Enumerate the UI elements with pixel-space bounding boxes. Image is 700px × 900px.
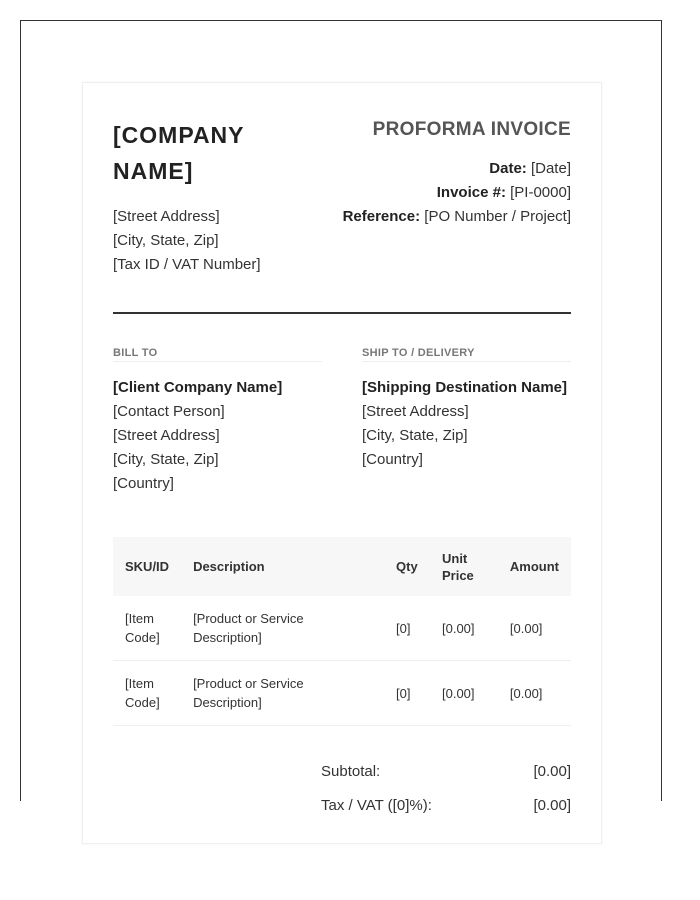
ship-to-street: [Street Address] bbox=[362, 403, 469, 420]
date-value: [Date] bbox=[530, 160, 571, 177]
cell-unit-price: [0.00] bbox=[430, 661, 498, 726]
document-viewport bbox=[20, 20, 662, 814]
invoice-header bbox=[113, 117, 571, 277]
table-row bbox=[113, 661, 571, 726]
subtotal-row bbox=[321, 762, 571, 782]
bill-to-block bbox=[113, 347, 322, 496]
date-label: Date: bbox=[489, 160, 527, 177]
tax-value: [0.00] bbox=[533, 797, 571, 814]
company-city: [City, State, Zip] bbox=[113, 232, 219, 249]
reference-row bbox=[341, 205, 571, 229]
header-sku: SKU/ID bbox=[113, 537, 181, 596]
header-unit-price: Unit Price bbox=[430, 537, 498, 596]
totals-block bbox=[321, 762, 571, 816]
table-header-row bbox=[113, 537, 571, 596]
company-name: [COMPANY NAME] bbox=[113, 122, 245, 184]
cell-amount: [0.00] bbox=[498, 661, 571, 726]
bill-to-company: [Client Company Name] bbox=[113, 379, 283, 396]
bill-to-label: BILL TO bbox=[113, 347, 322, 362]
parties-section bbox=[113, 347, 571, 496]
company-tax-id: [Tax ID / VAT Number] bbox=[113, 256, 261, 273]
bill-to-contact: [Contact Person] bbox=[113, 403, 225, 420]
company-street: [Street Address] bbox=[113, 208, 220, 225]
cell-description: [Product or Service Description] bbox=[181, 661, 384, 726]
header-description: Description bbox=[181, 537, 384, 596]
cell-sku: [Item Code] bbox=[113, 661, 181, 726]
tax-row bbox=[321, 796, 571, 816]
ship-to-details bbox=[362, 376, 571, 472]
ship-to-name: [Shipping Destination Name] bbox=[362, 379, 568, 396]
ship-to-label: SHIP TO / DELIVERY bbox=[362, 347, 571, 362]
header-divider bbox=[113, 312, 571, 314]
cell-qty: [0] bbox=[384, 661, 430, 726]
tax-label: Tax / VAT ([0]%): bbox=[321, 797, 432, 814]
invoice-meta bbox=[341, 157, 571, 229]
cell-description: [Product or Service Description] bbox=[181, 596, 384, 661]
subtotal-label: Subtotal: bbox=[321, 763, 381, 780]
cell-amount: [0.00] bbox=[498, 596, 571, 661]
header-qty: Qty bbox=[384, 537, 430, 596]
bill-to-city: [City, State, Zip] bbox=[113, 451, 219, 468]
invoice-content bbox=[113, 117, 571, 830]
cell-qty: [0] bbox=[384, 596, 430, 661]
company-block bbox=[113, 117, 313, 277]
bill-to-street: [Street Address] bbox=[113, 427, 220, 444]
ship-to-country: [Country] bbox=[362, 451, 423, 468]
line-items-table bbox=[113, 537, 571, 726]
bill-to-details bbox=[113, 376, 322, 496]
invoice-number-label: Invoice #: bbox=[436, 184, 506, 201]
ship-to-block bbox=[362, 347, 571, 496]
invoice-number-row bbox=[341, 181, 571, 205]
reference-label: Reference: bbox=[342, 208, 421, 225]
invoice-meta-block bbox=[341, 117, 571, 277]
document-title: PROFORMA INVOICE bbox=[372, 119, 571, 140]
table-row bbox=[113, 596, 571, 661]
reference-value: [PO Number / Project] bbox=[424, 208, 571, 225]
header-amount: Amount bbox=[498, 537, 571, 596]
cell-sku: [Item Code] bbox=[113, 596, 181, 661]
invoice-page bbox=[82, 82, 602, 844]
ship-to-city: [City, State, Zip] bbox=[362, 427, 468, 444]
subtotal-value: [0.00] bbox=[533, 763, 571, 780]
cell-unit-price: [0.00] bbox=[430, 596, 498, 661]
company-address bbox=[113, 205, 313, 277]
invoice-number-value: [PI-0000] bbox=[510, 184, 571, 201]
bill-to-country: [Country] bbox=[113, 475, 174, 492]
date-row bbox=[341, 157, 571, 181]
